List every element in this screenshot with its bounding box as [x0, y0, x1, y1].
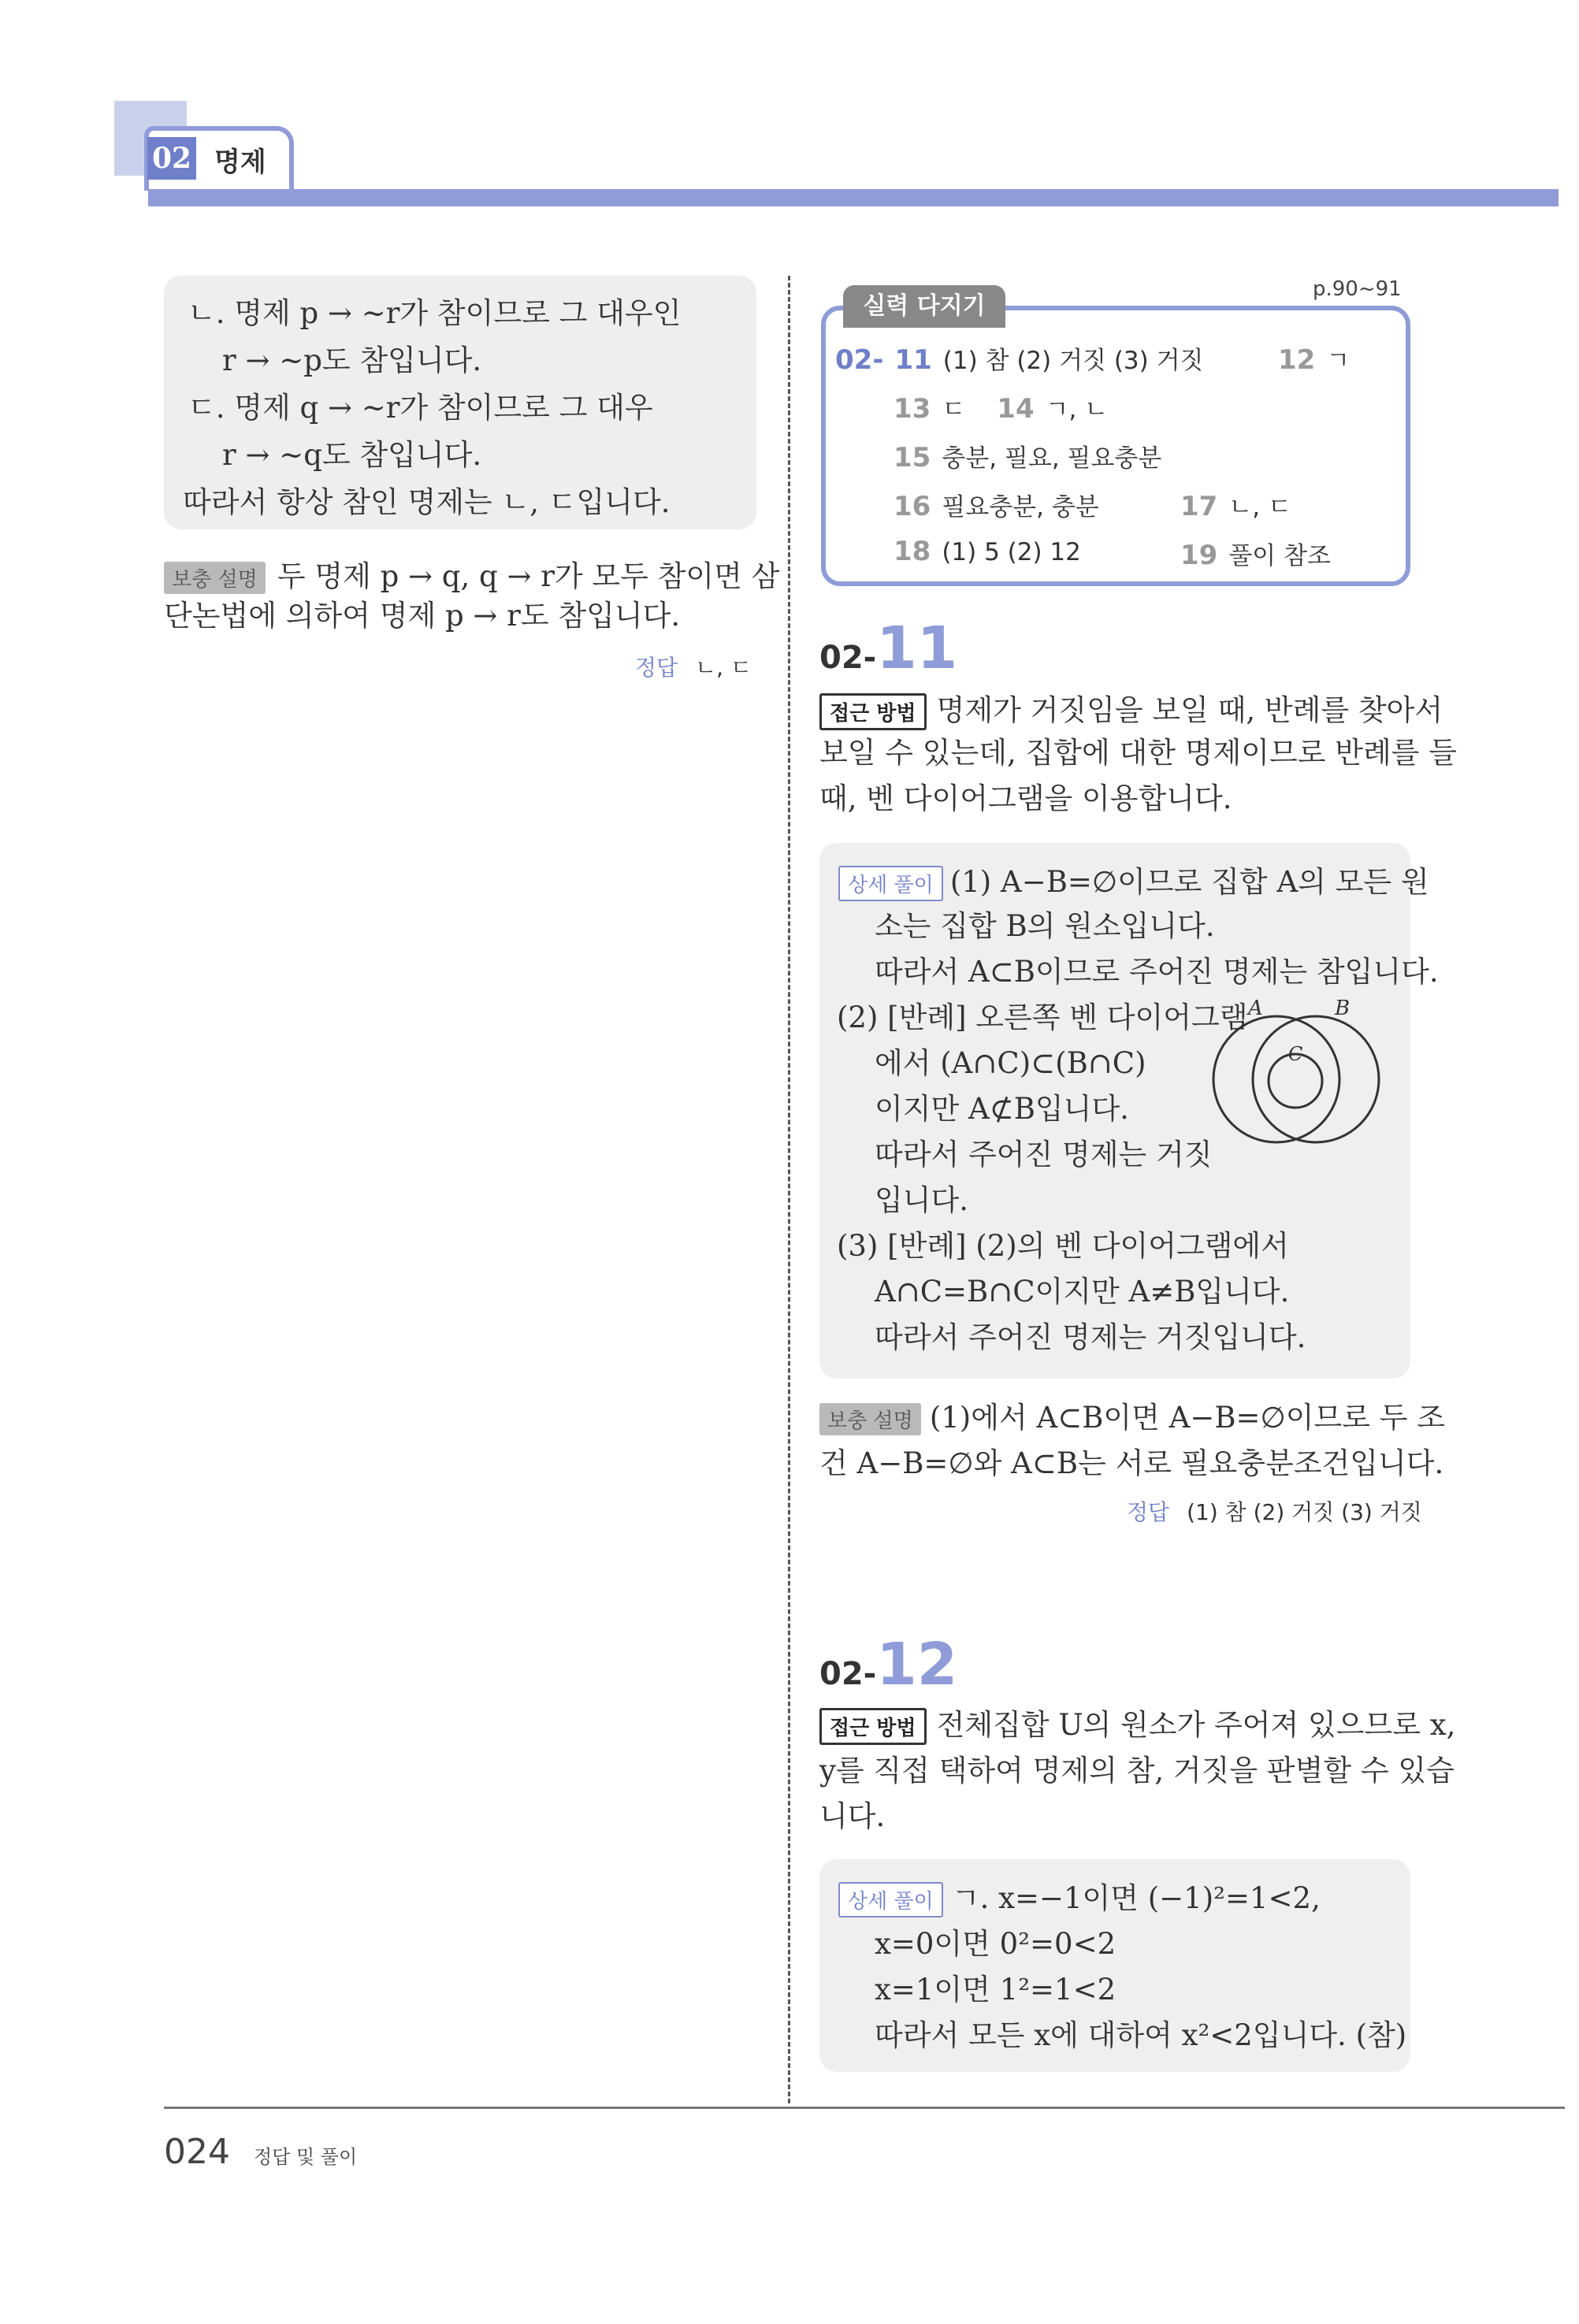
solution-text: 따라서 모든 x에 대하여 x²<2입니다. (참)	[875, 2018, 1407, 2052]
supplement-text: 단논법에 의하여 명제 p → r도 참입니다.	[164, 599, 681, 633]
summary-row	[894, 536, 1081, 567]
header-bar	[148, 189, 1559, 206]
summary-answer: (1) 5 (2) 12	[942, 538, 1081, 566]
left-line: 따라서 항상 참인 명제는 ㄴ, ㄷ입니다.	[183, 485, 671, 519]
summary-num: 17	[1180, 491, 1218, 522]
approach-line	[819, 687, 1443, 734]
summary-num: 14	[997, 393, 1035, 425]
summary-answer: ㄱ	[1326, 347, 1351, 375]
summary-num: 15	[894, 442, 931, 473]
approach-text: 명제가 거짓임을 보일 때, 반례를 찾아서	[936, 693, 1443, 727]
left-answer	[635, 651, 752, 682]
solution-line	[838, 1875, 1321, 1922]
solution-text: 따라서 A⊂B이므로 주어진 명제는 참입니다.	[875, 955, 1439, 989]
solution-text: 이지만 A⊄B입니다.	[875, 1092, 1129, 1126]
answer-value: (1) 참 (2) 거짓 (3) 거짓	[1187, 1499, 1422, 1525]
summary-answer: ㄴ, ㄷ	[1228, 493, 1291, 522]
problem-prefix: 02-	[819, 1656, 877, 1692]
summary-answer: ㄷ	[942, 395, 966, 424]
answer-label: 정답	[635, 655, 678, 681]
summary-num: 13	[894, 393, 931, 425]
answer-11	[1127, 1495, 1422, 1527]
problem-number: 11	[876, 614, 958, 682]
summary-answer: ㄱ, ㄴ	[1045, 395, 1109, 424]
summary-row	[835, 340, 1204, 376]
summary-row	[1180, 536, 1331, 571]
approach-line	[819, 1702, 1455, 1749]
approach-text: 니다.	[819, 1799, 886, 1833]
venn-set-b	[1253, 1016, 1379, 1142]
summary-num: 18	[894, 536, 931, 567]
approach-text: 전체집합 U의 원소가 주어져 있으므로 x,	[936, 1708, 1456, 1742]
summary-num: 16	[894, 491, 931, 522]
answer-value: ㄴ, ㄷ	[695, 655, 752, 681]
solution-text: ㄱ. x=−1이면 (−1)²=1<2,	[951, 1881, 1321, 1915]
supplement-text: (1)에서 A⊂B이면 A−B=∅이므로 두 조	[929, 1401, 1446, 1435]
summary-num: 12	[1278, 344, 1316, 376]
page-reference: p.90~91	[1313, 277, 1402, 301]
chapter-title: 명제	[214, 147, 266, 178]
problem-heading-12	[819, 1631, 957, 1698]
answer-label: 정답	[1127, 1499, 1170, 1525]
footer-label: 정답 및 풀이	[254, 2146, 358, 2168]
summary-answer: 충분, 필요, 필요충분	[942, 444, 1162, 473]
summary-num: 11	[894, 344, 932, 376]
problem-heading-11	[819, 614, 957, 682]
summary-num: 19	[1180, 540, 1218, 571]
summary-answer: 필요충분, 충분	[942, 493, 1099, 522]
supplement-text: 두 명제 p → q, q → r가 모두 참이면 삼	[277, 559, 780, 593]
summary-row	[1278, 340, 1350, 376]
left-line: ㄴ. 명제 p → ~r가 참이므로 그 대우인	[188, 296, 682, 330]
summary-row	[894, 389, 1108, 425]
approach-text: y를 직접 택하여 명제의 참, 거짓을 판별할 수 있습	[819, 1754, 1455, 1788]
solution-text: (3) [반례] (2)의 벤 다이어그램에서	[837, 1229, 1289, 1263]
solution-text: x=1이면 1²=1<2	[875, 1973, 1116, 2007]
solution-text: (2) [반례] 오른쪽 벤 다이어그램	[837, 1001, 1248, 1034]
summary-answer: 풀이 참조	[1228, 542, 1331, 570]
left-line: r → ~q도 참입니다.	[222, 438, 482, 472]
summary-row	[894, 438, 1161, 473]
venn-label-b: B	[1335, 997, 1351, 1020]
supplement-text: 건 A−B=∅와 A⊂B는 서로 필요충분조건입니다.	[819, 1446, 1444, 1480]
problem-prefix: 02-	[819, 640, 877, 676]
venn-label-a: A	[1248, 997, 1263, 1020]
summary-row	[894, 487, 1099, 522]
summary-prefix: 02-	[835, 344, 884, 376]
venn-label-c: C	[1288, 1043, 1303, 1065]
approach-text: 때, 벤 다이어그램을 이용합니다.	[819, 781, 1232, 815]
venn-diagram	[1198, 994, 1395, 1152]
solution-text: x=0이면 0²=0<2	[875, 1927, 1116, 1961]
chapter-number: 02	[147, 137, 196, 180]
solution-text: 따라서 주어진 명제는 거짓입니다.	[875, 1320, 1306, 1354]
solution-text: 에서 (A∩C)⊂(B∩C)	[875, 1046, 1146, 1080]
approach-label: 접근 방법	[819, 1708, 927, 1745]
approach-text: 보일 수 있는데, 집합에 대한 명제이므로 반례를 들	[819, 736, 1457, 770]
approach-label: 접근 방법	[819, 693, 927, 730]
left-line: ㄷ. 명제 q → ~r가 참이므로 그 대우	[188, 391, 653, 425]
column-divider	[788, 276, 790, 2103]
detail-label: 상세 풀이	[838, 1882, 943, 1917]
solution-text: (1) A−B=∅이므로 집합 A의 모든 원	[949, 865, 1429, 899]
summary-answer: (1) 참 (2) 거짓 (3) 거짓	[942, 347, 1204, 375]
venn-set-a	[1213, 1016, 1339, 1142]
page-number: 024	[164, 2132, 230, 2172]
summary-tab: 실력 다지기	[843, 285, 1005, 328]
solution-line	[838, 859, 1429, 906]
detail-label: 상세 풀이	[838, 866, 943, 901]
problem-number: 12	[876, 1631, 958, 1698]
footer-rule	[164, 2107, 1565, 2109]
solution-text: A∩C=B∩C이지만 A≠B입니다.	[875, 1275, 1290, 1309]
summary-row	[1180, 487, 1291, 522]
supplement-label: 보충 설명	[819, 1403, 921, 1435]
left-line: r → ~p도 참입니다.	[222, 343, 482, 377]
supplement-note-11	[819, 1394, 1445, 1442]
solution-text: 따라서 주어진 명제는 거짓	[875, 1138, 1213, 1171]
supplement-label: 보충 설명	[164, 562, 266, 594]
solution-text: 소는 집합 B의 원소입니다.	[875, 909, 1215, 943]
solution-text: 입니다.	[875, 1183, 968, 1217]
